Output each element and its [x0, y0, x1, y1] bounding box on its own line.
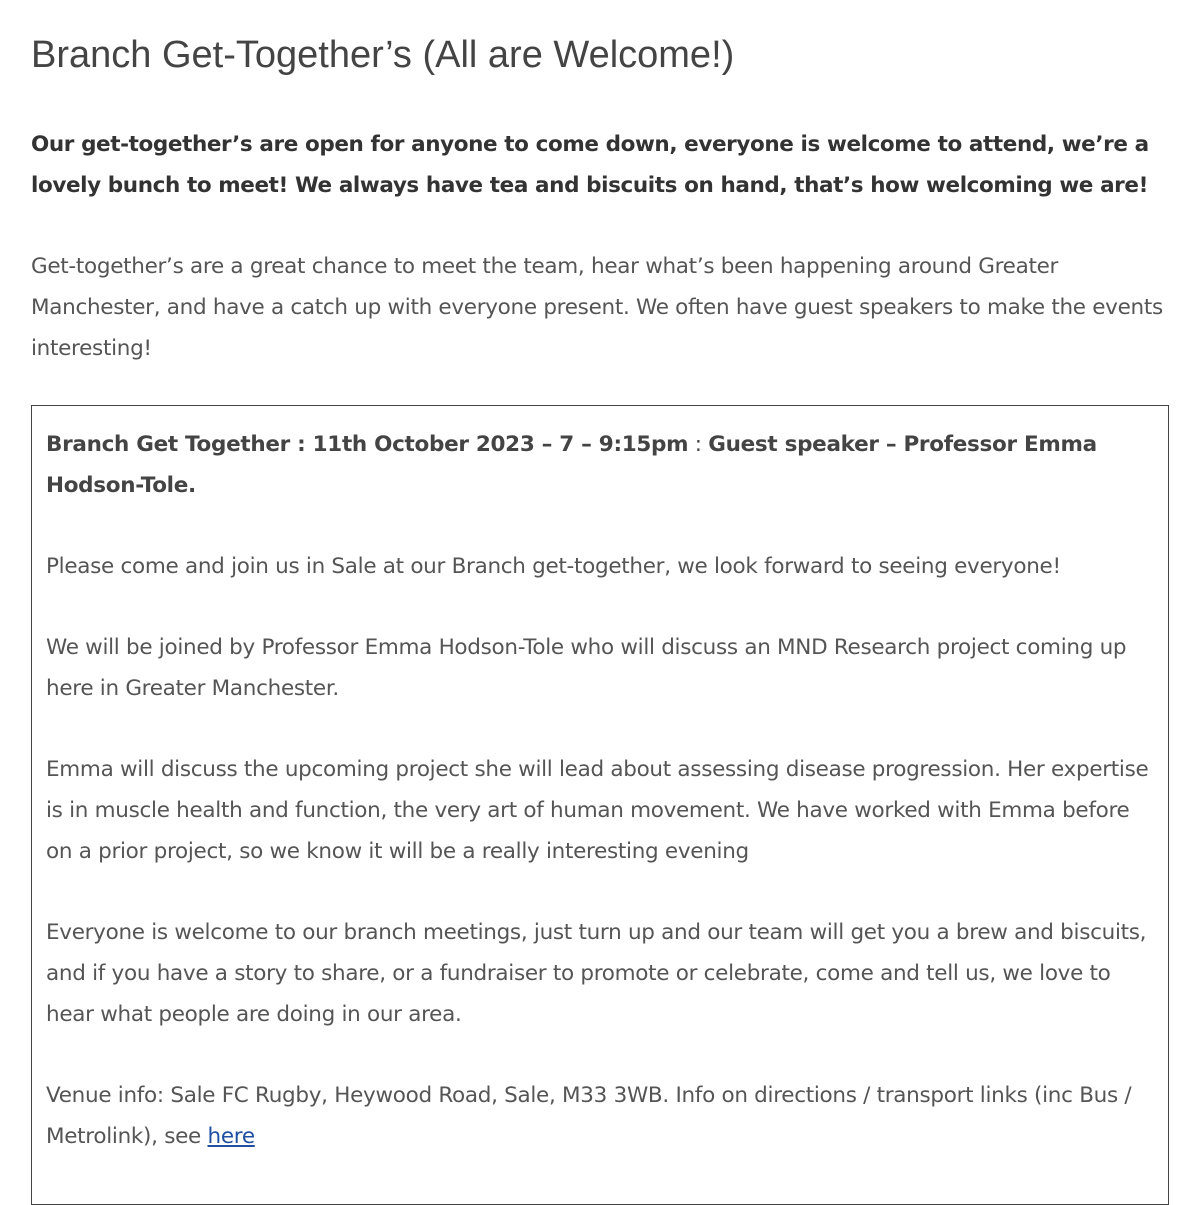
- event-box: [31, 405, 1169, 1205]
- event-paragraph-welcome: Everyone is welcome to our branch meetings, just turn up and our team will get you a brew and biscuits, and if you have a story to share, or a fundraiser to promote or celebrate, come and tell us, we love to hear what people are doing in our area.: [46, 920, 1147, 1027]
- event-paragraph-invite: Please come and join us in Sale at our Branch get-together, we look forward to seeing everyone!: [46, 554, 1061, 579]
- intro-paragraph: Get-together’s are a great chance to meet the team, hear what’s been happening around Greater Manchester, and have a catch up with everyone present. We often have guest speakers to make the events interesting!: [31, 254, 1163, 361]
- event-heading: [46, 424, 1161, 506]
- event-date-time: Branch Get Together : 11th October 2023 – 7 – 9:15pm: [46, 432, 689, 457]
- venue-info: [46, 1075, 1161, 1157]
- intro-bold-paragraph: Our get-together’s are open for anyone to come down, everyone is welcome to attend, we’re a lovely bunch to meet! We always have tea and biscuits on hand, that’s how welcoming we are!: [31, 132, 1149, 198]
- page-title: Branch Get-Together’s (All are Welcome!): [31, 34, 735, 76]
- event-details: [46, 424, 1161, 1157]
- venue-directions-link[interactable]: here: [207, 1124, 255, 1149]
- event-heading-separator: :: [688, 432, 709, 457]
- venue-info-text: Venue info: Sale FC Rugby, Heywood Road, Sale, M33 3WB. Info on directions / transport links (inc Bus / Metrolink), see: [46, 1083, 1132, 1149]
- event-paragraph-speaker: We will be joined by Professor Emma Hodson-Tole who will discuss an MND Research project coming up here in Greater Manchester.: [46, 635, 1127, 701]
- event-guest-speaker: Guest speaker – Professor Emma Hodson-Tole.: [46, 432, 1097, 498]
- event-paragraph-project: Emma will discuss the upcoming project she will lead about assessing disease progression. Her expertise is in muscle health and function, the very art of human movement. We have worked with Emma before on a prior project, so we know it will be a really interesting evening: [46, 757, 1149, 864]
